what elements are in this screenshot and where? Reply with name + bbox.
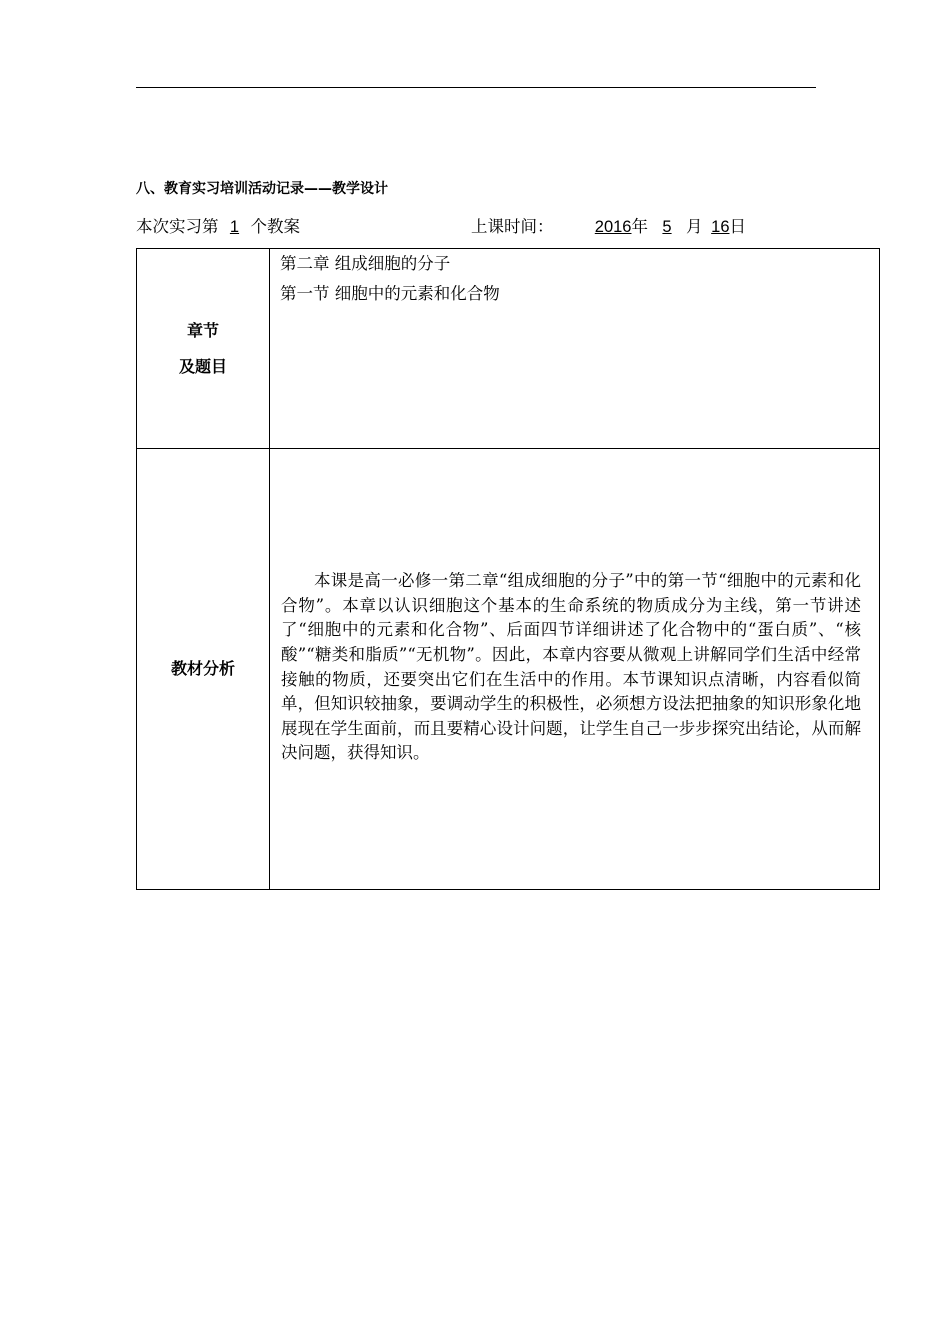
chapter-content-cell (270, 249, 880, 449)
month-field: 5 (662, 218, 672, 236)
lesson-design-table (136, 248, 880, 890)
month-unit: 月 (686, 217, 703, 236)
chapter-label-cell (137, 249, 270, 449)
analysis-text: 本课是高一必修一第二章“组成细胞的分子”中的第一节“细胞中的元素和化合物”。本章以认识细胞这个基本的生命系统的物质成分为主线，第一节讲述了“细胞中的元素和化合物”、后面四节详细讲述了化合物中的“蛋白质”、“核酸”“糖类和脂质”“无机物”。因此，本章内容要从微观上讲解同学们生活中经常接触的物质，还要突出它们在生活中的作用。本节课知识点清晰，内容看似简单，但知识较抽象，要调动学生的积极性，必须想方设法把抽象的知识形象化地展现在学生面前，而且要精心设计问题，让学生自己一步步探究出结论，从而解决问题，获得知识。 (281, 571, 861, 763)
analysis-label: 教材分析 (170, 659, 235, 678)
chapter-label-line2: 及题目 (178, 356, 227, 376)
analysis-label-cell (137, 449, 270, 890)
lesson-number-field: 1 (229, 218, 240, 236)
day-field: 16 (711, 218, 730, 236)
section-title: 第一节 细胞中的元素和化合物 (280, 284, 500, 303)
year-unit: 年 (631, 217, 648, 236)
header-rule (136, 87, 816, 88)
section-heading: 八、教育实习培训活动记录——教学设计 (136, 181, 388, 197)
lesson-suffix: 个教案 (250, 217, 300, 236)
chapter-title: 第二章 组成细胞的分子 (280, 254, 451, 273)
analysis-content-cell (270, 449, 880, 890)
chapter-label-line1: 章节 (186, 320, 219, 340)
day-unit: 日 (729, 217, 746, 236)
class-time-label: 上课时间： (471, 217, 554, 236)
chapter-row (137, 249, 880, 449)
lesson-prefix: 本次实习第 (136, 217, 219, 236)
class-time (471, 213, 746, 237)
year-field: 2016 (594, 218, 632, 236)
lesson-plan-number (136, 213, 300, 237)
analysis-row (137, 449, 880, 890)
